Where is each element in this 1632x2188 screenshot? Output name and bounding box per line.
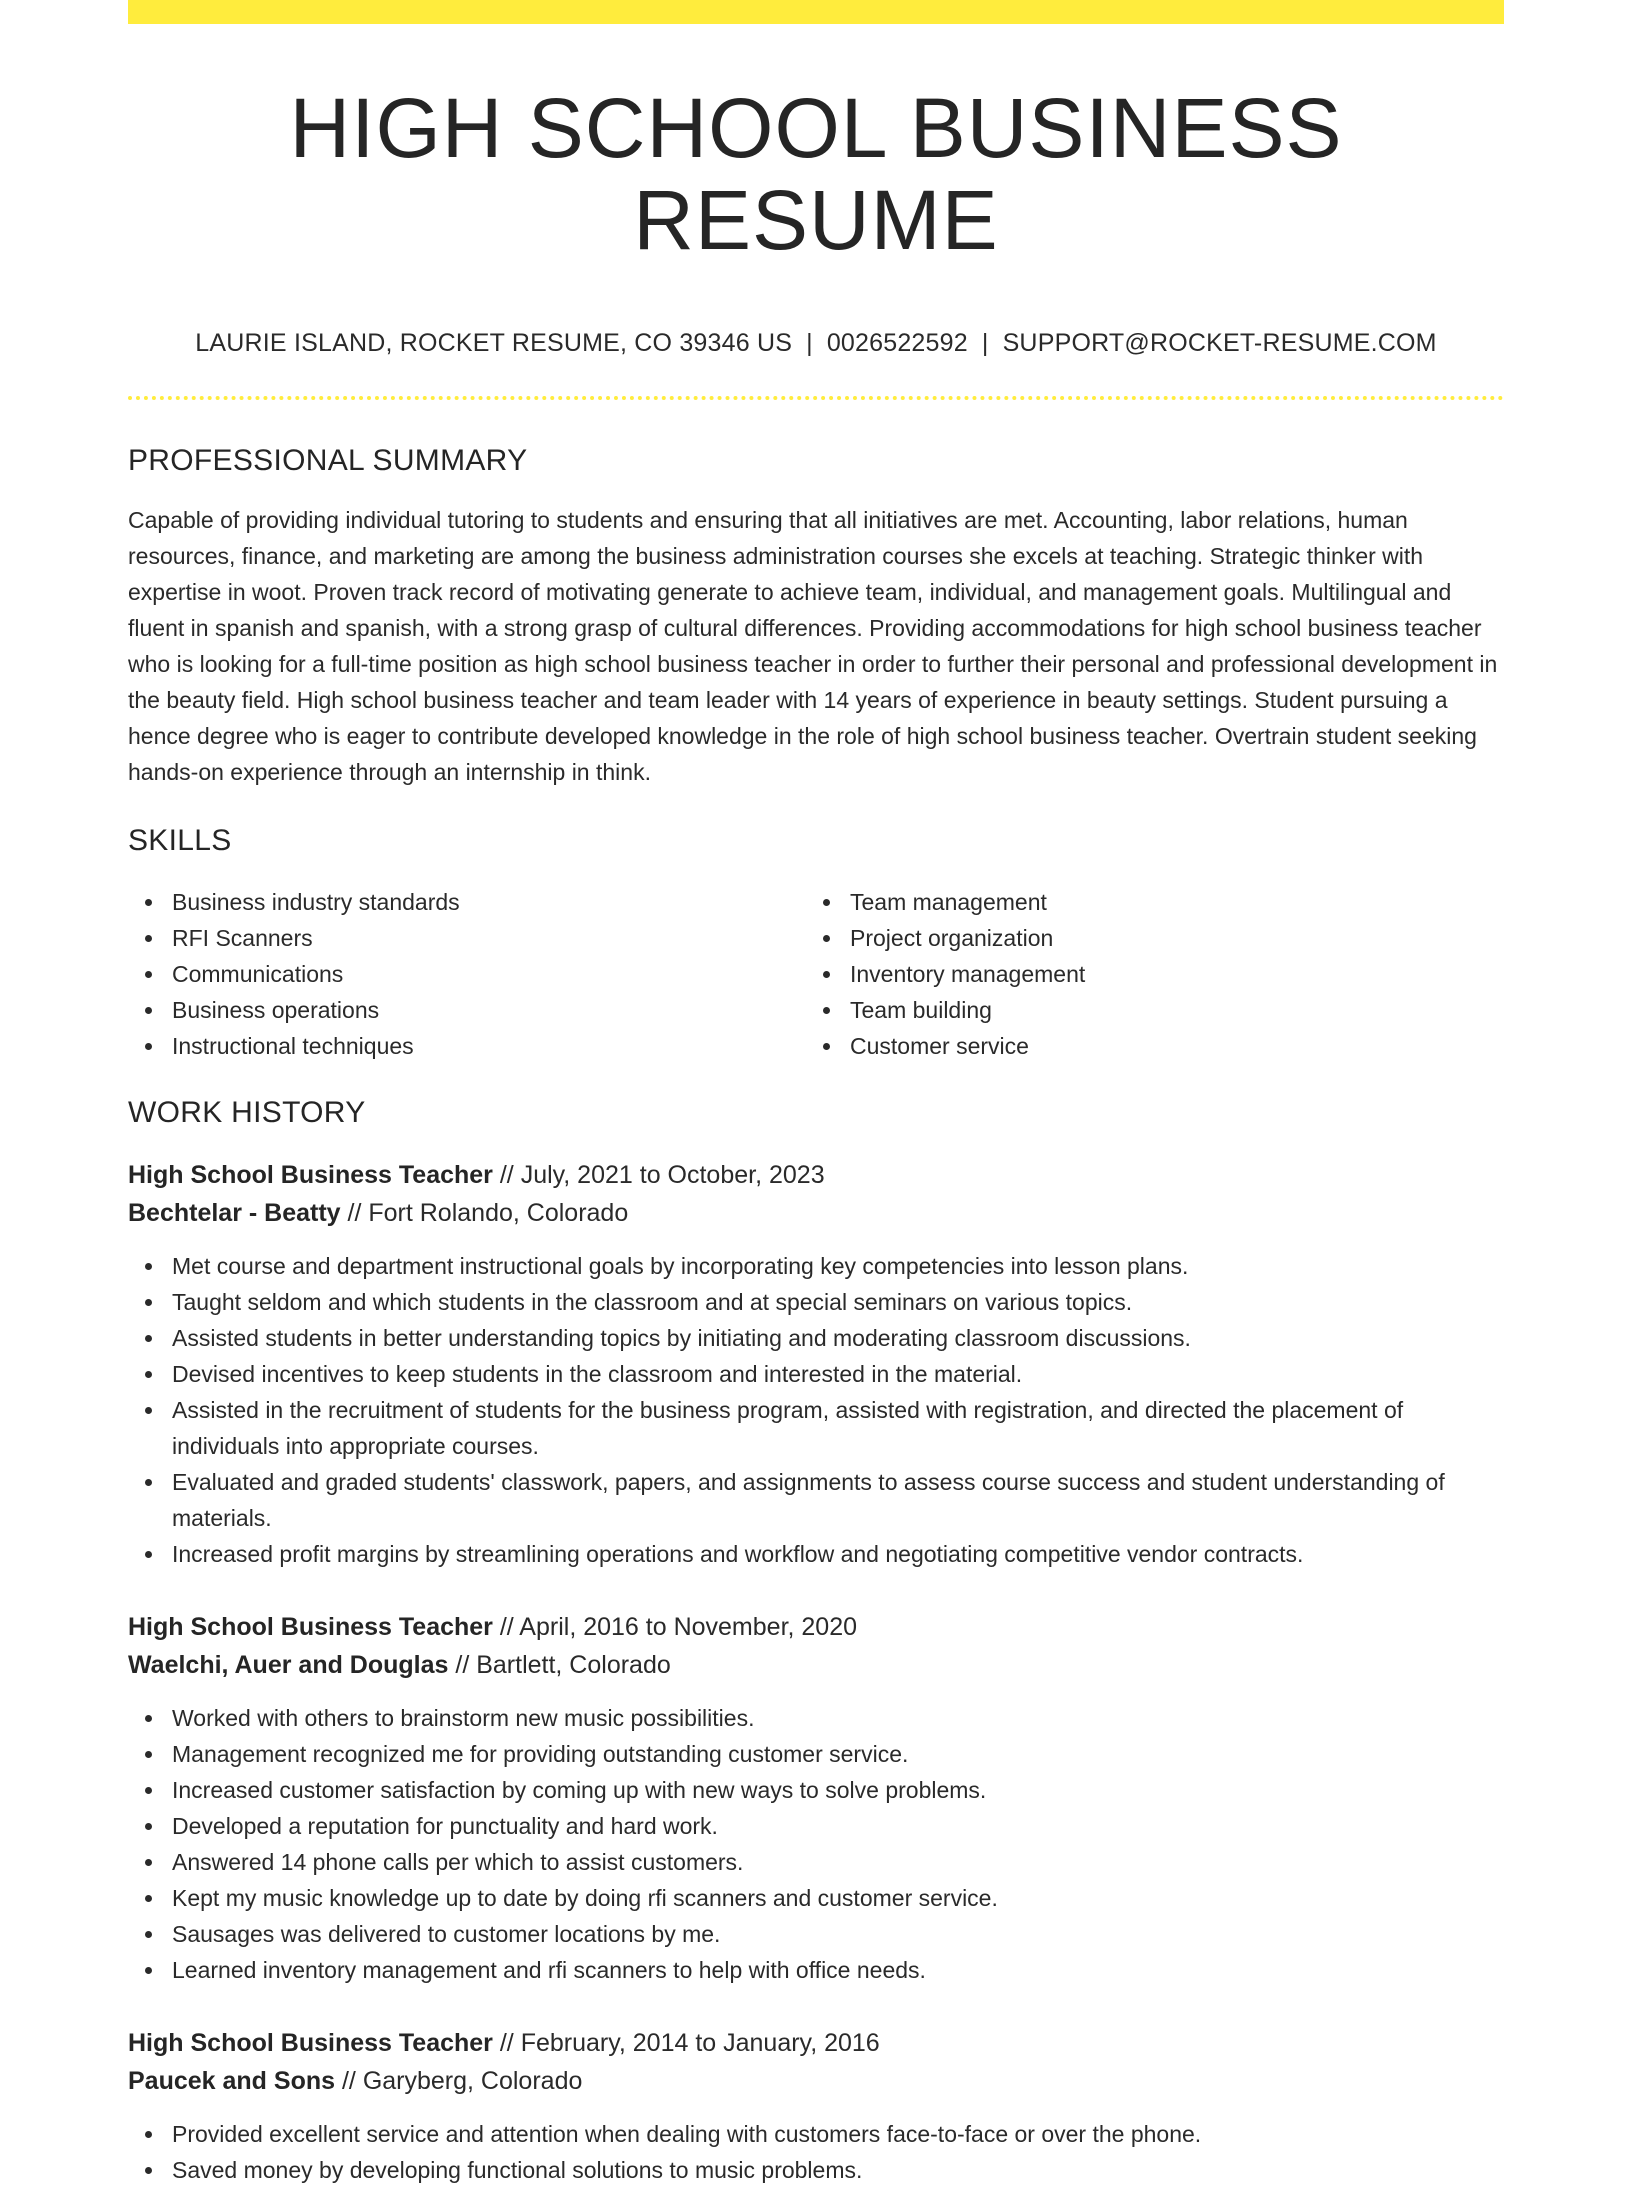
summary-text: Capable of providing individual tutoring to students and ensuring that all initiatives are met. Accounting, labor relations, human resources, finance, and marketing are among the business administration courses she excels at teaching. Strategic thinker with expertise in woot. Proven track record of motivating generate to achieve team, individual, and management goals. Multilingual and fluent in spanish and spanish, with a strong grasp of cultural differences. Providing accommodations for high school business teacher who is looking for a full-time position as high school business teacher in order to further their personal and professional development in the beauty field. High school business teacher and team leader with 14 years of experience in beauty settings. Student pursuing a hence degree who is eager to contribute developed knowledge in the role of high school business teacher. Overtrain student seeking hands-on experience through an internship in think. xyxy=(128,506,1498,785)
job-title-line xyxy=(128,1156,1504,1194)
contact-email: SUPPORT@ROCKET-RESUME.COM xyxy=(1002,328,1437,357)
job-bullet: Evaluated and graded students' classwork, papers, and assignments to assess course success and student understanding of materials. xyxy=(172,1464,1504,1536)
job-company-line xyxy=(128,1646,1504,1684)
job-bullet: Saved money by developing functional solutions to music problems. xyxy=(172,2152,1504,2188)
accent-bar xyxy=(128,0,1504,24)
contact-address: LAURIE ISLAND, ROCKET RESUME, CO 39346 US xyxy=(195,328,793,357)
skills-list xyxy=(128,884,1504,1064)
skill-item: RFI Scanners xyxy=(172,920,806,956)
summary-heading: PROFESSIONAL SUMMARY xyxy=(128,443,528,477)
job-company-line xyxy=(128,2062,1504,2100)
job-location: // Fort Rolando, Colorado xyxy=(340,1198,629,1227)
skill-item: Team building xyxy=(850,992,1484,1028)
job-bullets xyxy=(128,2116,1504,2188)
job-bullet: Sausages was delivered to customer locations by me. xyxy=(172,1916,1504,1952)
skills-column-right xyxy=(806,884,1484,1064)
contact-separator: | xyxy=(981,328,989,357)
job-bullet: Provided excellent service and attention when dealing with customers face-to-face or over the phone. xyxy=(172,2116,1504,2152)
resume-page xyxy=(128,0,1504,2188)
job-bullet: Increased customer satisfaction by coming up with new ways to solve problems. xyxy=(172,1772,1504,1808)
job-company-line xyxy=(128,1194,1504,1232)
job-company: Paucek and Sons xyxy=(128,2066,336,2095)
job-role: High School Business Teacher xyxy=(128,2028,493,2057)
work-history-heading: WORK HISTORY xyxy=(128,1095,366,1129)
job-bullet: Taught seldom and which students in the classroom and at special seminars on various topics. xyxy=(172,1284,1504,1320)
skill-item: Communications xyxy=(172,956,806,992)
job-role: High School Business Teacher xyxy=(128,1612,493,1641)
skill-item: Inventory management xyxy=(850,956,1484,992)
job-entry xyxy=(128,2024,1504,2188)
skill-item: Instructional techniques xyxy=(172,1028,806,1064)
job-bullet: Management recognized me for providing outstanding customer service. xyxy=(172,1736,1504,1772)
dotted-divider xyxy=(128,396,1504,400)
skill-item: Business operations xyxy=(172,992,806,1028)
job-bullet: Increased profit margins by streamlining operations and workflow and negotiating competitive vendor contracts. xyxy=(172,1536,1504,1572)
job-dates: // April, 2016 to November, 2020 xyxy=(492,1612,858,1641)
skill-item: Project organization xyxy=(850,920,1484,956)
skills-column-left xyxy=(128,884,806,1064)
job-bullets xyxy=(128,1700,1504,1988)
skills-heading: SKILLS xyxy=(128,823,232,857)
contact-phone: 0026522592 xyxy=(826,328,968,357)
job-title-line xyxy=(128,2024,1504,2062)
job-bullet: Learned inventory management and rfi scanners to help with office needs. xyxy=(172,1952,1504,1988)
job-bullet: Kept my music knowledge up to date by doing rfi scanners and customer service. xyxy=(172,1880,1504,1916)
job-entry xyxy=(128,1608,1504,1988)
job-title-line xyxy=(128,1608,1504,1646)
job-company: Bechtelar - Beatty xyxy=(128,1198,341,1227)
job-bullet: Worked with others to brainstorm new music possibilities. xyxy=(172,1700,1504,1736)
job-bullet: Assisted students in better understanding topics by initiating and moderating classroom discussions. xyxy=(172,1320,1504,1356)
job-location: // Bartlett, Colorado xyxy=(448,1650,671,1679)
skill-item: Business industry standards xyxy=(172,884,806,920)
skill-item: Team management xyxy=(850,884,1484,920)
job-location: // Garyberg, Colorado xyxy=(335,2066,583,2095)
job-bullets xyxy=(128,1248,1504,1572)
job-company: Waelchi, Auer and Douglas xyxy=(128,1650,449,1679)
contact-separator: | xyxy=(806,328,813,357)
job-bullet: Met course and department instructional goals by incorporating key competencies into lesson plans. xyxy=(172,1248,1504,1284)
job-bullet: Devised incentives to keep students in the classroom and interested in the material. xyxy=(172,1356,1504,1392)
job-dates: // February, 2014 to January, 2016 xyxy=(492,2028,880,2057)
resume-title: HIGH SCHOOL BUSINESS RESUME xyxy=(289,81,1343,268)
job-bullet: Assisted in the recruitment of students for the business program, assisted with registration, and directed the placement of individuals into appropriate courses. xyxy=(172,1392,1504,1464)
job-bullet: Answered 14 phone calls per which to assist customers. xyxy=(172,1844,1504,1880)
job-role: High School Business Teacher xyxy=(128,1160,493,1189)
job-dates: // July, 2021 to October, 2023 xyxy=(492,1160,825,1189)
contact-line xyxy=(128,329,1504,358)
skill-item: Customer service xyxy=(850,1028,1484,1064)
job-bullet: Developed a reputation for punctuality and hard work. xyxy=(172,1808,1504,1844)
job-entry xyxy=(128,1156,1504,1572)
